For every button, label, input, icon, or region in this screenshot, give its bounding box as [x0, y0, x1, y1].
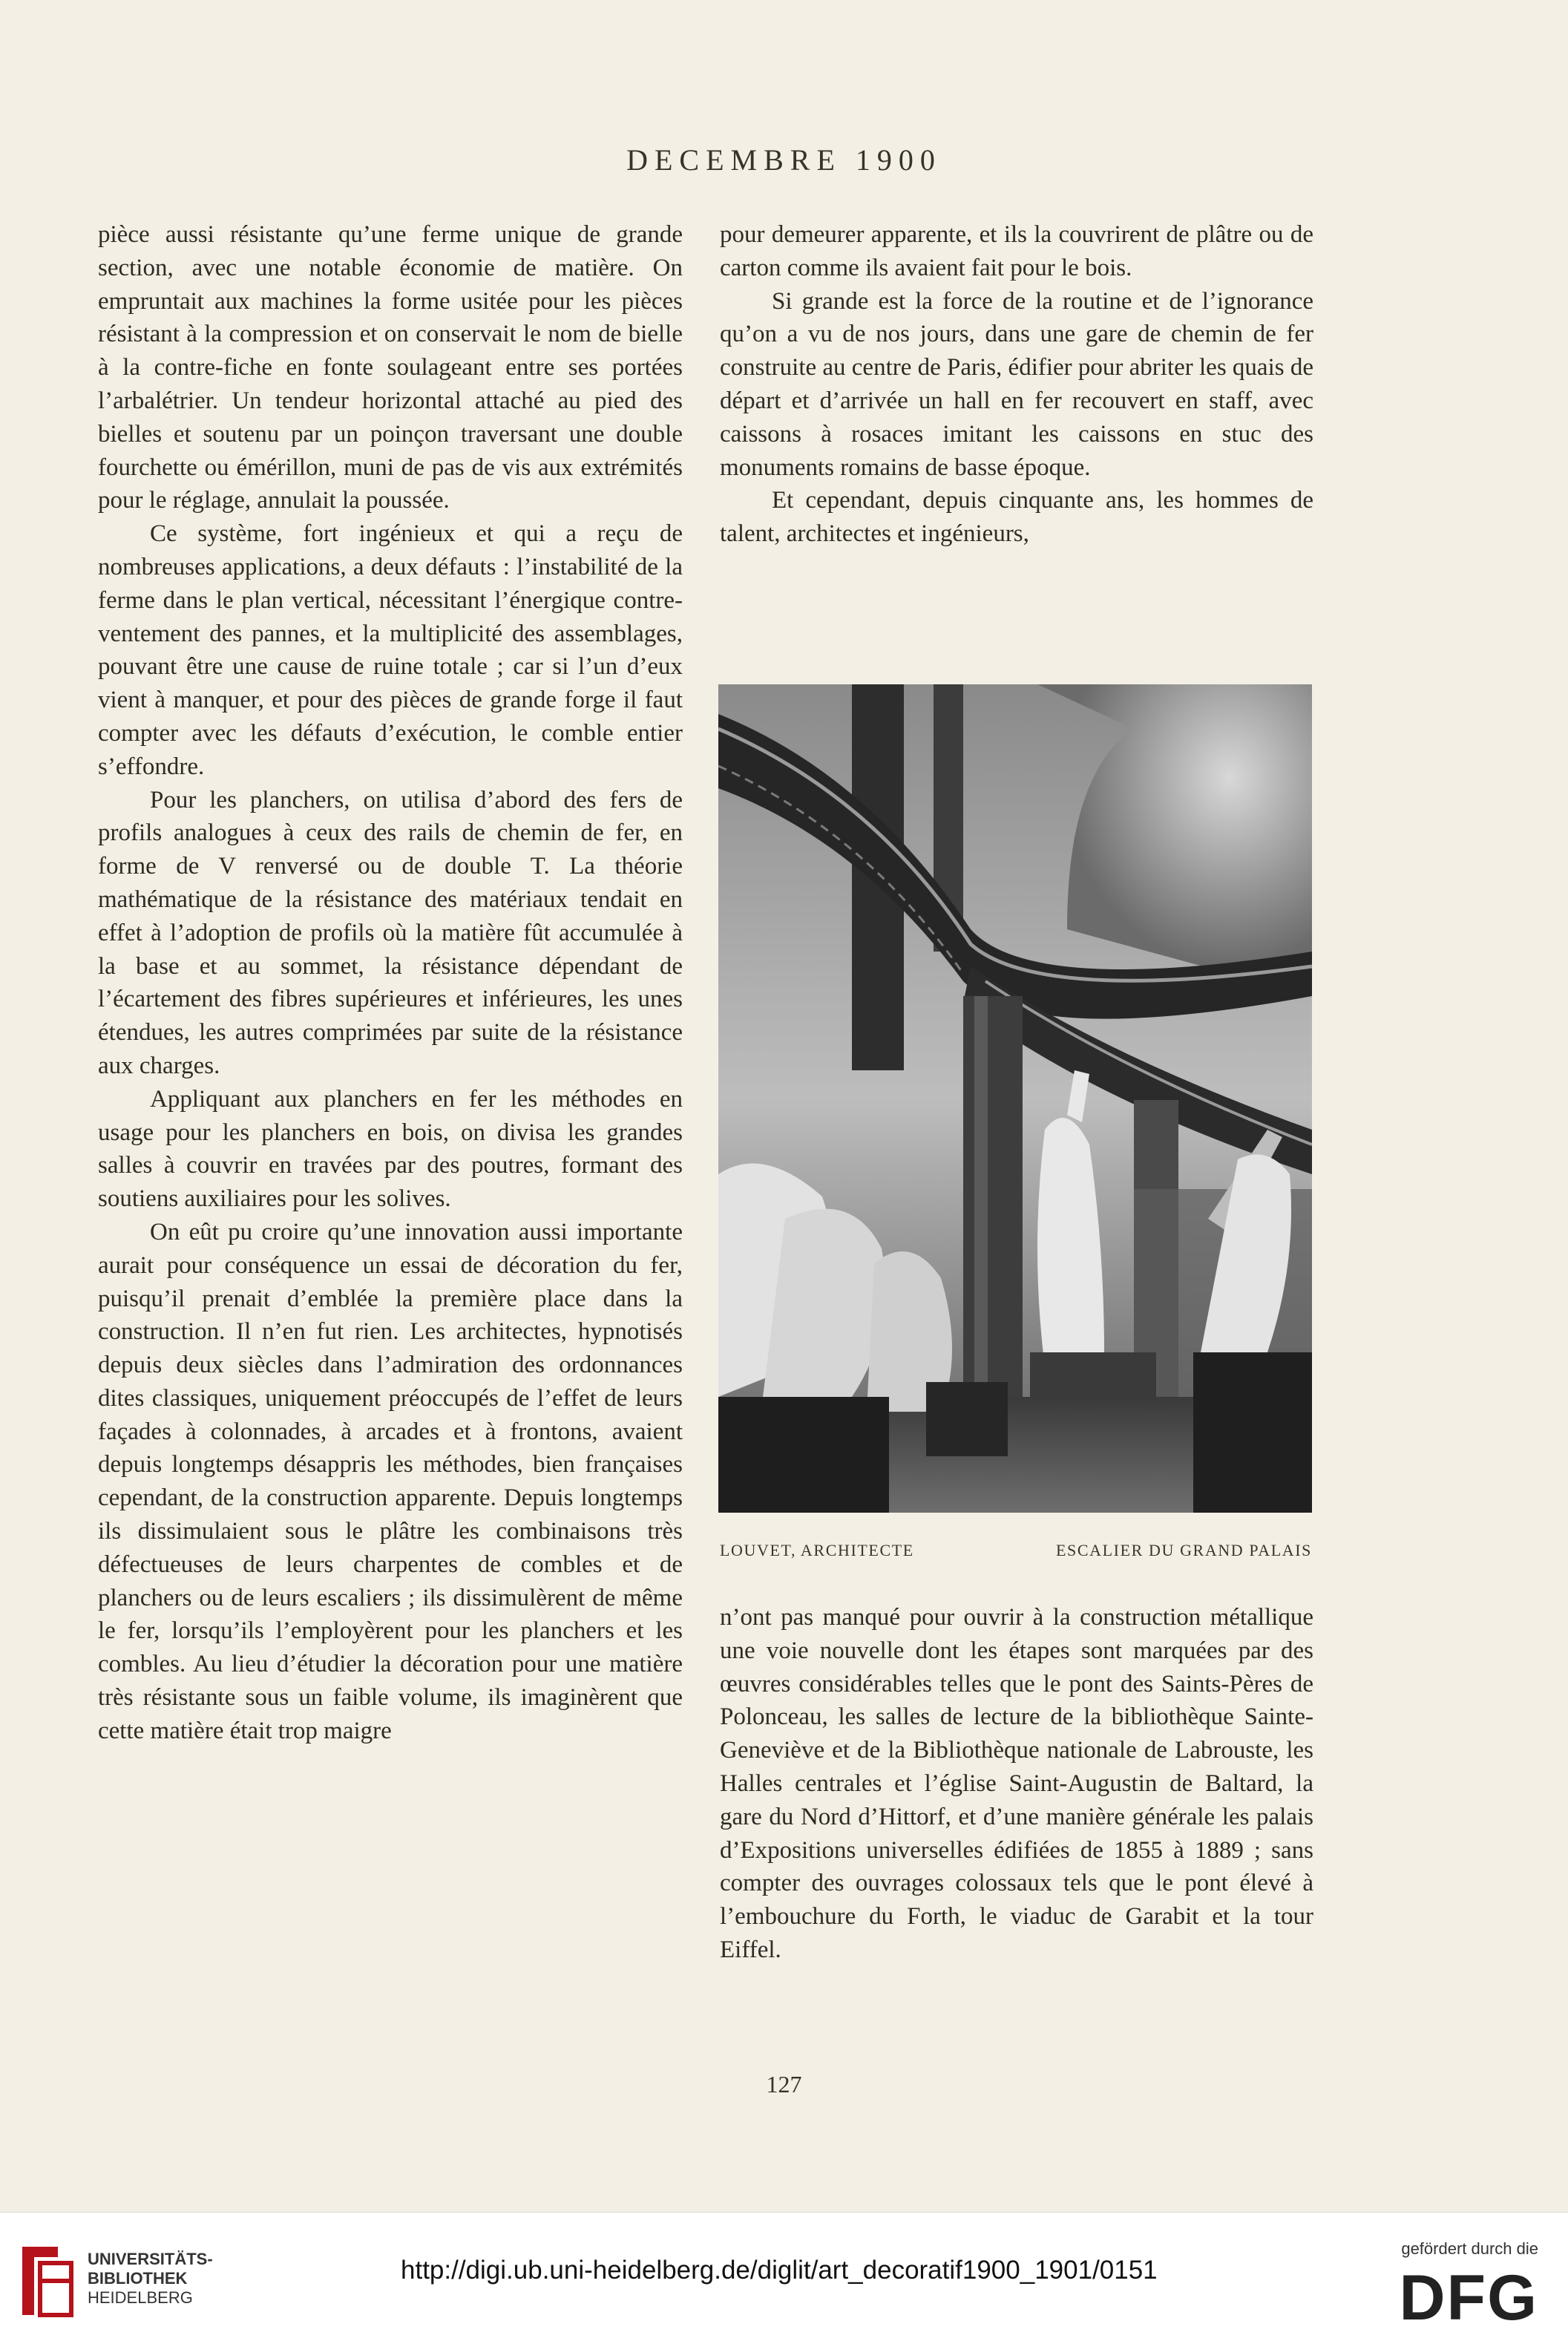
right-column-bottom: [720, 1601, 1313, 1967]
page-number: 127: [766, 2071, 802, 2098]
right-column-top: [720, 218, 1313, 551]
paragraph: Et cependant, depuis cinquante ans, les hommes de talent, architectes et ingénieurs,: [720, 487, 1313, 548]
paragraph: pour demeurer apparente, et ils la couvrirent de plâtre ou de carton comme ils avaient fait pour le bois.: [720, 221, 1313, 281]
photo-caption-architect: LOUVET, ARCHITECTE: [720, 1541, 914, 1559]
university-library-logo-icon: [18, 2242, 76, 2319]
digitization-footer: [0, 2212, 1568, 2341]
paragraph: pièce aussi résistante qu’une ferme unique de grande section, avec une notable économie de matière. On empruntait aux machines la forme usitée pour les pièces résistant à la compression et on conservait le nom de bielle à la contre-fiche en fonte soulageant entre ses portées l’arbalétrier. Un tendeur horizontal attaché au pied des bielles et soutenu par un poinçon traversant une double fourchette ou émérillon, muni de pas de vis aux extrémités pour le réglage, annulait la poussée.: [98, 221, 683, 514]
paragraph: Ce système, fort ingénieux et qui a reçu de nombreuses applications, a deux défauts : l’instabilité de la ferme dans le plan vertical, nécessitant l’énergique contre-ventement des pannes, et la multiplicité des assemblages, pouvant être une cause de ruine totale ; car si l’un d’eux vient à manquer, et pour des pièces de grande forge il faut compter avec les défauts d’exécution, le comble entier s’effondre.: [98, 520, 683, 780]
library-name-line2: BIBLIOTHEK: [88, 2269, 188, 2288]
paragraph: n’ont pas manqué pour ouvrir à la construction métallique une voie nouvelle dont les étapes sont marquées par des œuvres considérables telles que le pont des Saints-Pères de Polonceau, les salles de lecture de la bibliothèque Sainte-Geneviève et de la Bibliothèque nationale de Labrouste, les Halles centrales et l’église Saint-Augustin de Baltard, la gare du Nord d’Hittorf, et d’une manière générale les palais d’Expositions universelles édifiées de 1855 à 1889 ; sans compter des ouvrages colossaux tels que le pont élevé à l’embouchure du Forth, le viaduc de Garabit et la tour Eiffel.: [720, 1604, 1313, 1963]
left-column: [98, 218, 683, 1748]
dfg-logo: DFG: [1399, 2262, 1538, 2334]
funder-label: gefördert durch die: [1401, 2239, 1538, 2258]
paragraph: On eût pu croire qu’une innovation aussi importante aurait pour conséquence un essai de décoration du fer, puisqu’il prenait d’emblée la première place dans la construction. Il n’en fut rien. Les architectes, hypnotisés depuis deux siècles dans l’admiration des ordonnances dites classiques, uniquement préoccupés de l’effet de leurs façades à colonnades, à arcades et à frontons, avaient depuis longtemps désappris les méthodes, bien françaises cependant, de la construction apparente. Depuis longtemps ils dissimulaient sous le plâtre les combinaisons très défectueuses de leurs charpentes de combles et de planchers ou de leurs escaliers ; ils dissimulèrent de même le fer, lorsqu’ils l’employèrent pour les planchers et les combles. Au lieu d’étudier la décoration pour une matière très résistante sous un faible volume, ils imaginèrent que cette matière était trop maigre: [98, 1218, 683, 1744]
paragraph: Appliquant aux planchers en fer les méthodes en usage pour les planchers en bois, on divisa les grandes salles à couvrir en travées par des poutres, formant des soutiens auxiliaires pour les solives.: [98, 1085, 683, 1213]
library-name: [88, 2250, 213, 2308]
library-name-line3: HEIDELBERG: [88, 2288, 193, 2307]
permalink-url[interactable]: http://digi.ub.uni-heidelberg.de/diglit/art_decoratif1900_1901/0151: [401, 2256, 1158, 2285]
staircase-photo: [718, 684, 1312, 1513]
library-name-line1: UNIVERSITÄTS-: [88, 2250, 213, 2268]
running-head: DECEMBRE 1900: [626, 143, 942, 177]
photo-caption-title: ESCALIER DU GRAND PALAIS: [1055, 1541, 1312, 1559]
paragraph: Si grande est la force de la routine et de l’ignorance qu’on a vu de nos jours, dans une gare de chemin de fer construite au centre de Paris, édifier pour abriter les quais de départ et d’arrivée un hall en fer recouvert en staff, avec caissons à rosaces imitant les caissons en stuc des monuments romains de basse époque.: [720, 287, 1313, 481]
paragraph: Pour les planchers, on utilisa d’abord des fers de profils analogues à ceux des rails de chemin de fer, en forme de V renversé ou de double T. La théorie mathématique de la résistance des matériaux tendait en effet à l’adoption de profils où la matière fût accumulée à la base et au sommet, la résistance dépendant de l’écartement des fibres supérieures et inférieures, les unes étendues, les autres comprimées par suite de la résistance aux charges.: [98, 786, 683, 1079]
